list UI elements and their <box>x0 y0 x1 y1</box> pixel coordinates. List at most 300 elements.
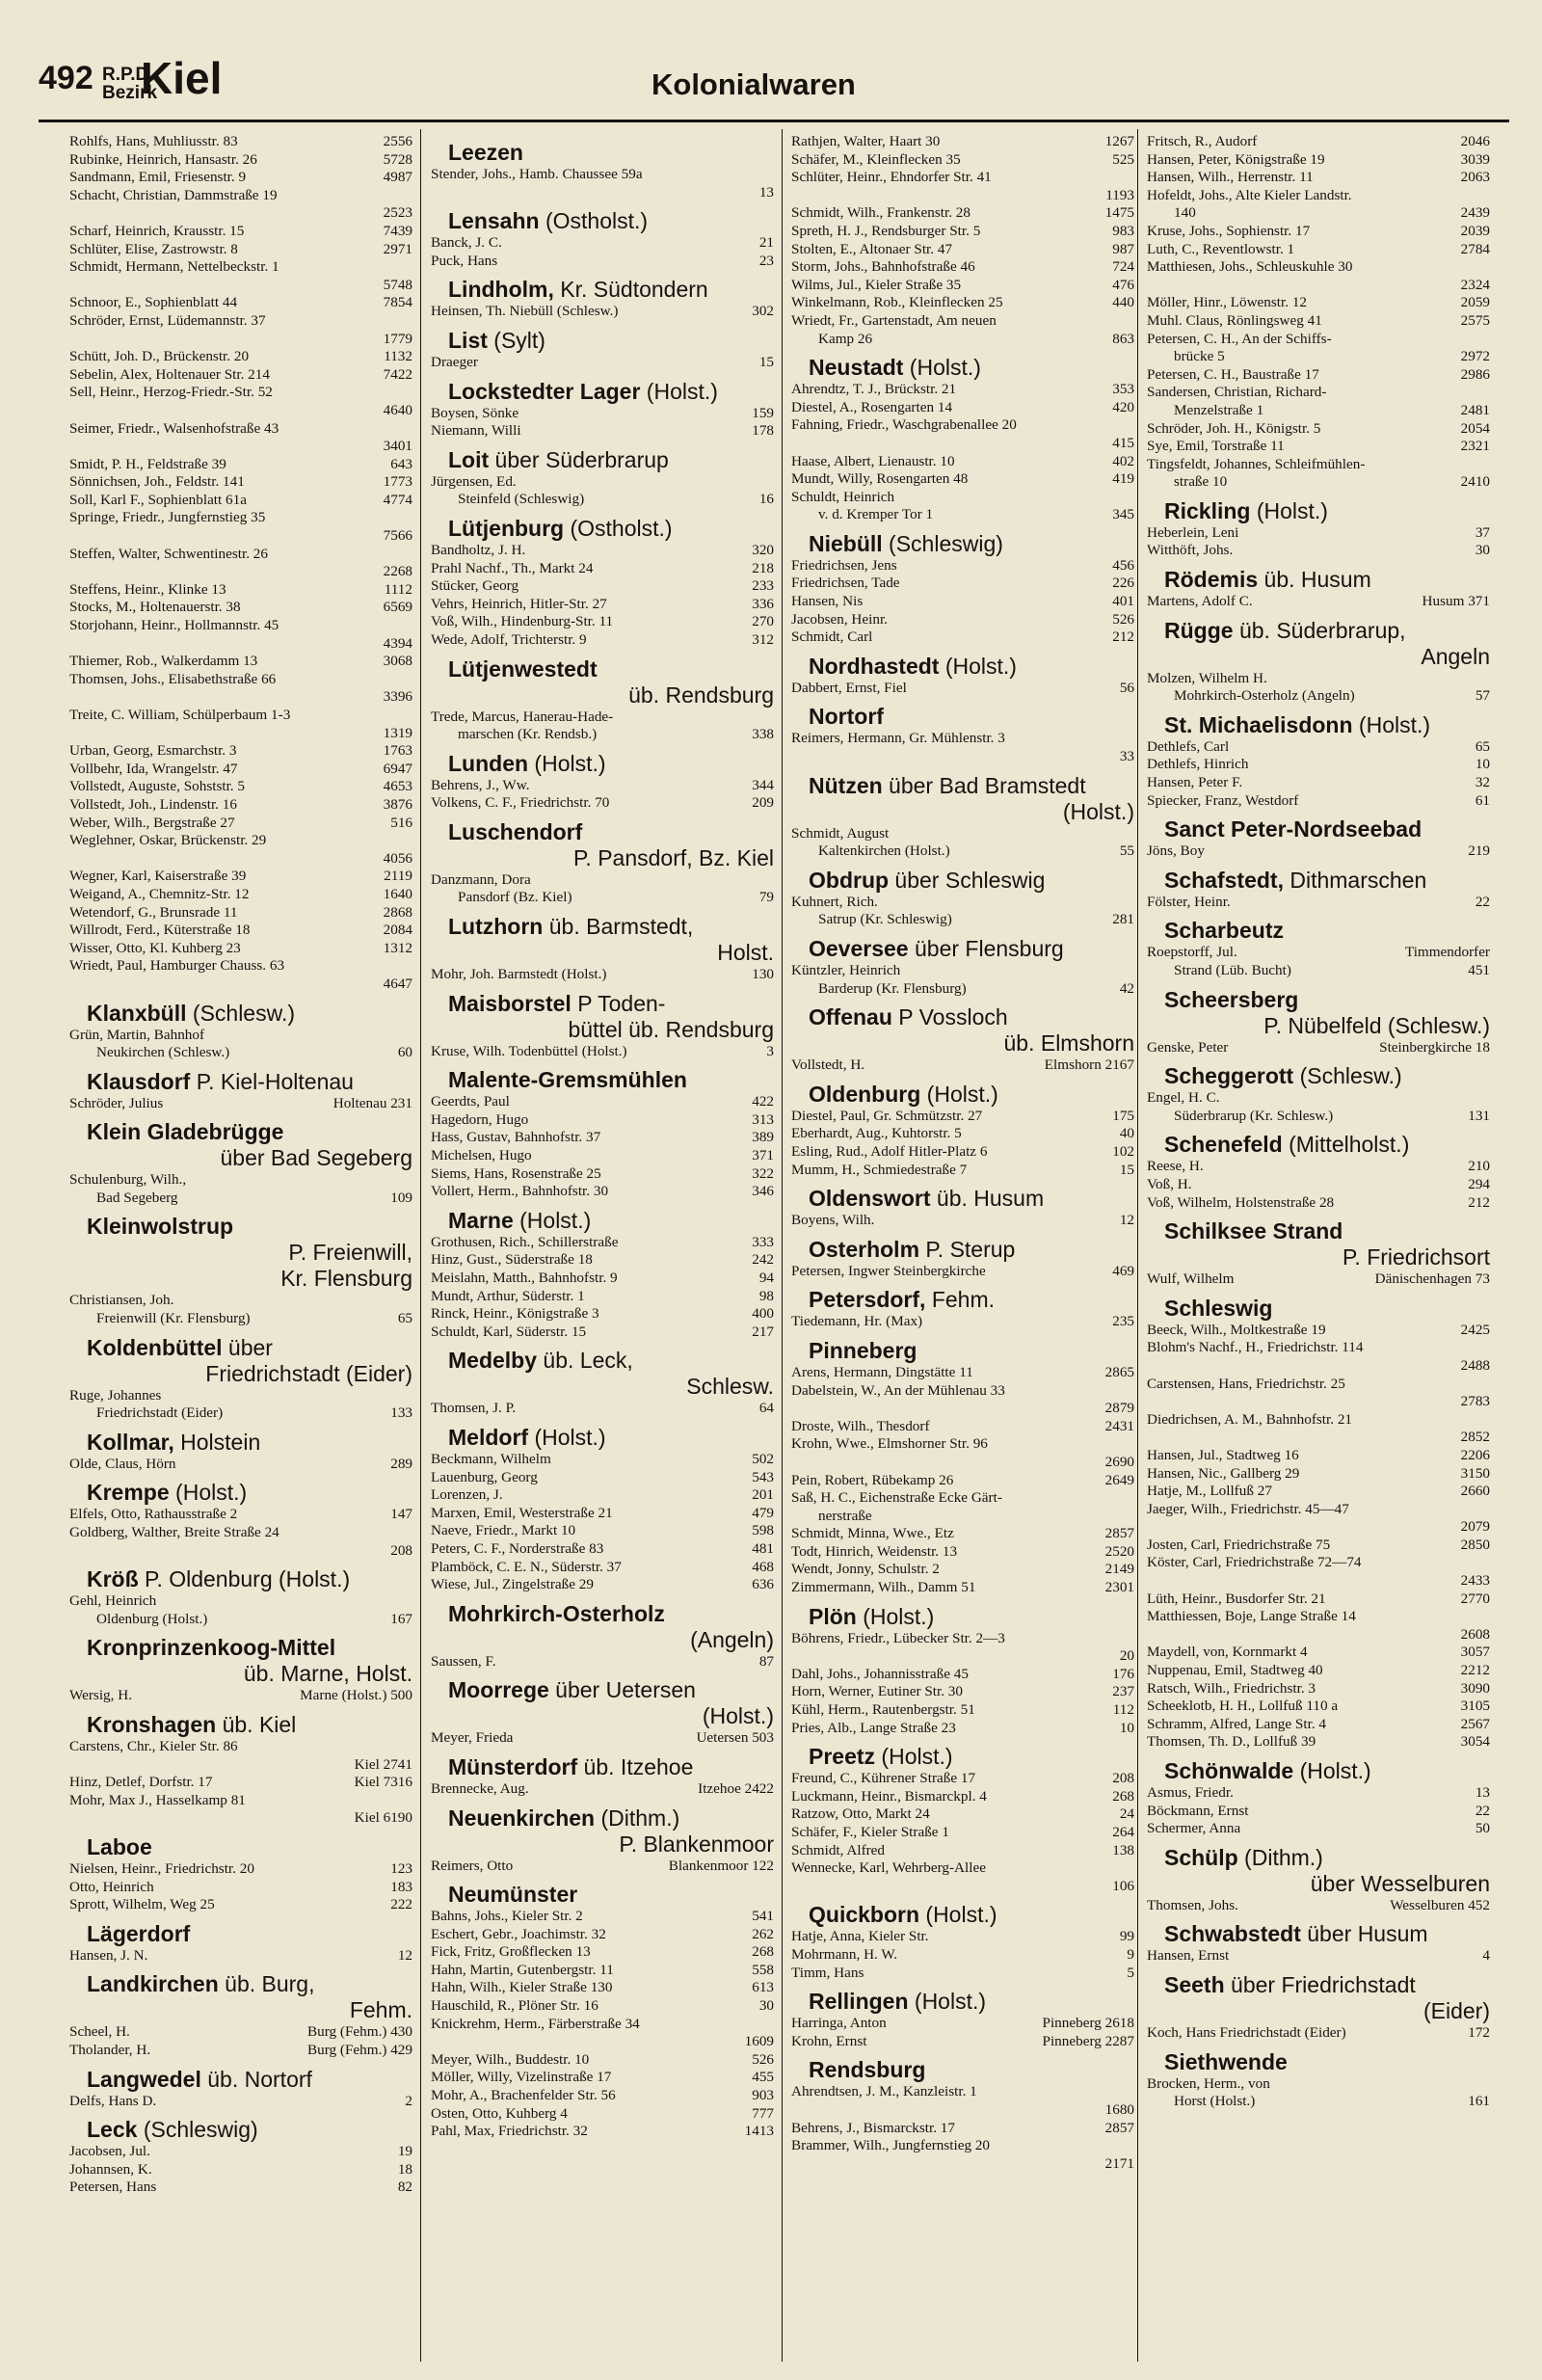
entry-name: Delfs, Hans D. <box>69 2092 157 2109</box>
entry-name: Storjohann, Heinr., Hollmannstr. 45 <box>69 617 279 634</box>
directory-entry <box>69 707 412 725</box>
place-suffix: über <box>222 1334 273 1360</box>
place-suffix: üb. Süderbrarup, <box>1233 617 1406 643</box>
entry-phone-number: 6947 <box>383 760 412 777</box>
entry-name: Wriedt, Paul, Hamburger Chauss. 63 <box>69 957 285 975</box>
entry-name: Koch, Hans Friedrichstadt (Eider) <box>1147 2023 1346 2041</box>
entry-phone-number: Marne (Holst.) 500 <box>300 1687 412 1704</box>
directory-entry <box>791 151 1134 170</box>
directory-entry <box>1147 1108 1490 1126</box>
entry-name: Grün, Martin, Bahnhof <box>69 1026 205 1043</box>
entry-phone-number: 302 <box>752 303 774 320</box>
directory-entry <box>69 742 412 761</box>
place-name: Rügge <box>1164 617 1234 643</box>
entry-name: Josten, Carl, Friedrichstraße 75 <box>1147 1536 1331 1553</box>
entry-phone-number: 218 <box>752 559 774 576</box>
entry-phone-number: Kiel 2741 <box>354 1755 412 1773</box>
place-suffix: üb. Leck, <box>537 1348 633 1374</box>
column-4 <box>1147 133 1490 2111</box>
place-heading <box>1147 1295 1490 1322</box>
entry-name: Dabbert, Ernst, Fiel <box>791 679 907 696</box>
entry-phone-number: 2268 <box>383 563 412 580</box>
entry-phone-number: 201 <box>752 1486 774 1504</box>
entry-phone-number: 322 <box>752 1164 774 1182</box>
place-heading-continuation: (Holst.) <box>702 1703 774 1729</box>
entry-name: Nuppenau, Emil, Stadtweg 40 <box>1147 1662 1323 1679</box>
entry-phone-number: 320 <box>752 541 774 558</box>
entry-name: Zimmermann, Wilh., Damm 51 <box>791 1579 976 1596</box>
directory-entry <box>69 1687 412 1705</box>
entry-name: straße 10 <box>1174 473 1228 491</box>
entry-phone-number: 2857 <box>1104 2119 1134 2136</box>
entry-name: Volkens, C. F., Friedrichstr. 70 <box>431 794 610 812</box>
place-heading <box>69 1833 412 1860</box>
place-heading-continuation: büttel üb. Rendsburg <box>568 1016 774 1042</box>
entry-phone-number: 87 <box>758 1652 774 1670</box>
place-heading <box>431 327 774 354</box>
directory-entry <box>69 957 412 976</box>
entry-name: Mohr, Joh. Barmstedt (Holst.) <box>431 966 607 983</box>
entry-phone-number: 419 <box>1112 470 1134 488</box>
place-suffix: (Holst.) <box>903 355 981 381</box>
place-heading <box>1147 1757 1490 1784</box>
place-suffix: Kr. Südtondern <box>553 277 708 303</box>
entry-phone-number: 2079 <box>1460 1518 1490 1536</box>
directory-entry <box>791 399 1134 417</box>
entry-phone-number: 99 <box>1119 1928 1134 1945</box>
entry-name: Rathjen, Walter, Haart 30 <box>791 133 941 149</box>
place-suffix: (Holst.) <box>1293 1758 1371 1783</box>
entry-name: Goldberg, Walther, Breite Straße 24 <box>69 1524 279 1541</box>
entry-phone-number: 178 <box>752 422 774 440</box>
entry-name: Tholander, H. <box>69 2041 151 2058</box>
directory-entry <box>69 1774 412 1792</box>
directory-entry <box>69 2179 412 2197</box>
directory-entry <box>69 761 412 779</box>
directory-entry <box>69 2042 412 2060</box>
directory-entry <box>1147 894 1490 912</box>
place-suffix: (Mittelholst.) <box>1282 1132 1410 1158</box>
entry-phone-number: 2321 <box>1460 438 1490 455</box>
directory-entry <box>791 1859 1134 1878</box>
entry-name: Schmidt, Carl <box>791 628 873 646</box>
place-heading-continuation: über Bad Segeberg <box>220 1145 412 1171</box>
entry-phone-number: 175 <box>1112 1107 1134 1124</box>
place-suffix: (Holst.) <box>939 653 1017 679</box>
entry-name: Horn, Werner, Eutiner Str. 30 <box>791 1683 963 1700</box>
entry-name: Boysen, Sönke <box>431 404 519 421</box>
directory-entry <box>431 2069 774 2087</box>
place-name: Preetz <box>809 1744 876 1770</box>
place-suffix: üb. Kiel <box>216 1712 297 1737</box>
place-name: Rickling <box>1164 497 1251 523</box>
entry-name: Scharf, Heinrich, Krausstr. 15 <box>69 222 245 239</box>
entry-name: Peters, C. F., Norderstraße 83 <box>431 1539 604 1557</box>
entry-phone-number: 2054 <box>1460 419 1490 437</box>
place-name: Neumünster <box>448 1882 578 1908</box>
place-name: Klanxbüll <box>87 1000 187 1026</box>
directory-entry <box>791 1666 1134 1684</box>
entry-phone-number: 456 <box>1112 556 1134 574</box>
entry-phone-number: 109 <box>390 1189 412 1206</box>
entry-name: Vollstedt, Auguste, Sohststr. 5 <box>69 778 245 795</box>
entry-name: Reese, H. <box>1147 1158 1204 1175</box>
entry-name: Hansen, Ernst <box>1147 1947 1230 1965</box>
entry-phone-number: 7439 <box>383 222 412 239</box>
place-name: Quickborn <box>809 1902 920 1928</box>
directory-entry <box>791 277 1134 295</box>
entry-phone-number: 131 <box>1468 1107 1490 1124</box>
entry-phone-number: 64 <box>758 1400 774 1417</box>
entry-name: Droste, Wilh., Thesdorf <box>791 1417 930 1434</box>
directory-entry <box>431 1043 774 1061</box>
directory-entry <box>431 726 774 744</box>
entry-name: Mohrmann, H. W. <box>791 1945 898 1963</box>
entry-phone-number: 2206 <box>1460 1446 1490 1463</box>
place-suffix: (Holst.) <box>920 1081 998 1107</box>
entry-name: Scheeklotb, H. H., Lollfuß 110 a <box>1147 1698 1339 1715</box>
directory-entry <box>791 2015 1134 2033</box>
entry-phone-number: 217 <box>752 1323 774 1340</box>
entry-phone-number: 2567 <box>1460 1715 1490 1732</box>
entry-phone-number: 400 <box>752 1305 774 1323</box>
entry-name: Brammer, Wilh., Jungfernstieg 20 <box>791 2137 991 2154</box>
place-suffix: P Toden- <box>571 990 666 1016</box>
place-heading <box>431 515 774 542</box>
place-heading <box>69 1970 412 1997</box>
directory-entry <box>69 169 412 187</box>
entry-phone-number: Dänischenhagen 73 <box>1374 1270 1490 1288</box>
place-heading-continuation: Angeln <box>1421 643 1490 669</box>
place-heading <box>791 530 1134 557</box>
entry-phone-number: 3396 <box>383 688 412 706</box>
directory-entry <box>431 253 774 271</box>
entry-name: Saß, H. C., Eichenstraße Ecke Gärt- <box>791 1489 1002 1507</box>
entry-phone-number: 4056 <box>383 849 412 867</box>
entry-phone-number: 219 <box>1468 842 1490 860</box>
entry-phone-number: 344 <box>752 776 774 793</box>
directory-entry <box>791 1143 1134 1162</box>
entry-phone-number: 30 <box>1475 542 1490 559</box>
directory-entry <box>431 1111 774 1130</box>
entry-name: Jacobsen, Jul. <box>69 2143 150 2160</box>
directory-entry <box>431 1165 774 1184</box>
place-name: Lütjenburg <box>448 515 565 541</box>
entry-name: Ahrendtsen, J. M., Kanzleistr. 1 <box>791 2083 977 2100</box>
directory-entry <box>69 1611 412 1629</box>
entry-phone-number: 40 <box>1119 1125 1134 1142</box>
entry-name: Menzelstraße 1 <box>1174 401 1264 418</box>
entry-phone-number: 13 <box>1475 1784 1490 1801</box>
place-heading <box>791 1901 1134 1928</box>
directory-entry <box>69 796 412 815</box>
entry-phone-number: Wesselburen 452 <box>1390 1896 1490 1913</box>
place-heading <box>1147 1971 1490 1998</box>
entry-phone-number: 176 <box>1112 1665 1134 1682</box>
directory-entry <box>69 940 412 958</box>
header-rule <box>39 120 1509 122</box>
entry-name: Sandmann, Emil, Friesenstr. 9 <box>69 169 247 186</box>
directory-entry <box>1147 1501 1490 1519</box>
entry-phone-number: 598 <box>752 1522 774 1539</box>
entry-name: Hansen, Peter, Königstraße 19 <box>1147 150 1325 168</box>
entry-phone-number: 1319 <box>383 724 412 741</box>
entry-name: Heinsen, Th. Niebüll (Schlesw.) <box>431 303 619 320</box>
place-heading <box>791 354 1134 381</box>
entry-name: Wetendorf, G., Brunsrade 11 <box>69 903 238 921</box>
entry-phone-number: 371 <box>752 1147 774 1164</box>
place-name: Lensahn <box>448 208 540 234</box>
entry-phone-number: 2 <box>405 2092 412 2109</box>
directory-entry <box>1147 1680 1490 1698</box>
directory-entry <box>791 1162 1134 1180</box>
entry-name: Geerdts, Paul <box>431 1093 510 1110</box>
directory-entry <box>69 1095 412 1113</box>
entry-name: Treite, C. William, Schülperbaum 1-3 <box>69 707 291 723</box>
entry-phone-number: 2119 <box>384 868 412 885</box>
entry-name: Stücker, Georg <box>431 577 519 595</box>
entry-name: Satrup (Kr. Schleswig) <box>818 911 952 928</box>
directory-entry <box>791 1435 1134 1454</box>
entry-name: Wisser, Otto, Kl. Kuhberg 23 <box>69 939 241 956</box>
entry-name: Jacobsen, Heinr. <box>791 610 888 628</box>
entry-name: Wendt, Jonny, Schulstr. 2 <box>791 1561 940 1578</box>
directory-entry <box>69 1738 412 1756</box>
directory-entry <box>791 1946 1134 1965</box>
directory-entry <box>791 1965 1134 1983</box>
entry-phone-number: 2520 <box>1104 1542 1134 1560</box>
directory-entry <box>431 542 774 560</box>
entry-phone-number: 1193 <box>1105 186 1134 203</box>
entry-name: Schäfer, F., Kieler Straße 1 <box>791 1824 949 1840</box>
entry-phone-number: 643 <box>390 455 412 472</box>
entry-name: Freund, C., Kührener Straße 17 <box>791 1770 976 1787</box>
entry-phone-number: 2301 <box>1104 1579 1134 1596</box>
directory-entry <box>431 1997 774 2016</box>
place-heading <box>431 1347 774 1374</box>
place-heading <box>69 1000 412 1027</box>
directory-entry <box>69 258 412 277</box>
entry-name: Winkelmann, Rob., Kleinflecken 25 <box>791 294 1003 311</box>
entry-name: Ruge, Johannes <box>69 1386 162 1404</box>
place-heading <box>791 1743 1134 1770</box>
place-name: Kröß <box>87 1566 139 1592</box>
directory-entry <box>69 492 412 510</box>
entry-name: Hahn, Wilh., Kieler Straße 130 <box>431 1979 613 1996</box>
directory-entry <box>431 709 774 727</box>
place-heading <box>431 1676 774 1703</box>
entry-phone-number: 233 <box>752 577 774 595</box>
entry-phone-number: 22 <box>1475 1802 1490 1819</box>
place-heading-continuation: üb. Marne, Holst. <box>243 1661 412 1687</box>
entry-phone-number: 476 <box>1112 276 1134 293</box>
entry-phone-number: 3 <box>766 1042 774 1059</box>
entry-phone-number: 4987 <box>383 169 412 186</box>
directory-entry <box>1147 204 1490 223</box>
entry-phone-number: 2575 <box>1460 311 1490 329</box>
place-name: Marne <box>448 1207 514 1233</box>
place-heading <box>69 1118 412 1145</box>
entry-name: Bandholtz, J. H. <box>431 541 526 558</box>
directory-entry <box>1147 1784 1490 1803</box>
place-suffix: Holstein <box>173 1429 261 1455</box>
place-name: Langwedel <box>87 2066 201 2092</box>
entry-name: Bahns, Johs., Kieler Str. 2 <box>431 1908 583 1925</box>
place-heading <box>431 913 774 940</box>
entry-phone-number: 7854 <box>383 294 412 311</box>
directory-entry <box>791 611 1134 629</box>
city-title: Kiel <box>141 53 223 103</box>
directory-entry <box>431 1469 774 1487</box>
entry-phone-number: 30 <box>758 1997 774 2015</box>
entry-phone-number: 2425 <box>1460 1321 1490 1338</box>
entry-name: Hauschild, R., Plöner Str. 16 <box>431 1997 598 2015</box>
entry-phone-number: 3057 <box>1460 1644 1490 1661</box>
entry-phone-number: 481 <box>752 1539 774 1557</box>
entry-phone-number: 3090 <box>1460 1679 1490 1697</box>
entry-name: Weglehner, Oskar, Brückenstr. 29 <box>69 832 267 849</box>
directory-entry <box>1147 1194 1490 1213</box>
directory-entry <box>431 1305 774 1324</box>
directory-entry <box>431 1858 774 1876</box>
place-heading <box>791 703 1134 730</box>
entry-name: Kamp 26 <box>818 330 873 347</box>
entry-phone-number: 1132 <box>384 348 412 365</box>
entry-phone-number: 9 <box>1127 1945 1134 1963</box>
directory-entry <box>791 506 1134 524</box>
place-name: Leezen <box>448 140 523 165</box>
directory-entry <box>69 2161 412 2179</box>
entry-name: Thomsen, Johs. <box>1147 1896 1238 1913</box>
directory-entry <box>431 1908 774 1926</box>
entry-name: Luth, C., Reventlowstr. 1 <box>1147 240 1295 257</box>
place-suffix: (Holst.) <box>528 1424 606 1450</box>
directory-entry <box>1147 1176 1490 1194</box>
entry-phone-number: 502 <box>752 1450 774 1467</box>
directory-entry <box>431 1251 774 1270</box>
directory-entry <box>431 1129 774 1147</box>
entry-name: Wilms, Jul., Kieler Straße 35 <box>791 276 962 293</box>
directory-entry <box>69 886 412 904</box>
place-name: Münsterdorf <box>448 1753 578 1779</box>
directory-entry <box>791 962 1134 980</box>
entry-name: Osten, Otto, Kuhberg 4 <box>431 2104 568 2122</box>
directory-entry <box>1147 1465 1490 1484</box>
place-name: Siethwende <box>1164 2048 1288 2074</box>
entry-name: Behrens, J., Bismarckstr. 17 <box>791 2119 955 2136</box>
directory-entry <box>69 1947 412 1966</box>
directory-entry <box>1147 384 1490 402</box>
directory-entry <box>1147 962 1490 980</box>
entry-phone-number: 23 <box>758 252 774 269</box>
entry-phone-number: 1609 <box>744 2033 774 2050</box>
place-suffix: (Holst.) <box>169 1480 248 1506</box>
entry-phone-number: 212 <box>1112 628 1134 646</box>
directory-entry <box>69 581 412 600</box>
place-heading <box>69 1634 412 1661</box>
entry-phone-number: 15 <box>758 353 774 370</box>
place-name: Landkirchen <box>87 1971 219 1997</box>
directory-entry <box>791 1720 1134 1738</box>
place-heading <box>69 1334 412 1361</box>
directory-entry <box>1147 258 1490 277</box>
entry-name: Rohlfs, Hans, Muhliusstr. 83 <box>69 133 238 149</box>
place-name: Petersdorf, <box>809 1287 926 1313</box>
directory-entry <box>1147 1897 1490 1915</box>
place-suffix: (Holst.) <box>513 1207 592 1233</box>
entry-phone-number: Blankenmoor 122 <box>668 1857 774 1874</box>
directory-entry <box>791 842 1134 861</box>
directory-entry <box>431 1559 774 1577</box>
entry-name: Meyer, Frieda <box>431 1729 514 1747</box>
place-suffix: P. Oldenburg (Holst.) <box>138 1566 351 1592</box>
column-2 <box>431 133 774 2141</box>
directory-entry <box>69 671 412 689</box>
place-heading <box>1147 867 1490 894</box>
directory-entry <box>791 1212 1134 1230</box>
entry-name: Dabelstein, W., An der Mühlenau 33 <box>791 1381 1005 1399</box>
entry-name: Kruse, Wilh. Todenbüttel (Holst.) <box>431 1042 627 1059</box>
entry-name: Steffen, Walter, Schwentinestr. 26 <box>69 545 268 562</box>
directory-entry <box>69 778 412 796</box>
entry-phone-number: 2481 <box>1460 401 1490 418</box>
directory-entry <box>1147 1716 1490 1734</box>
place-suffix: üb. Burg, <box>218 1971 315 1997</box>
place-heading-continuation: (Eider) <box>1422 1997 1490 2023</box>
place-suffix: (Holst.) <box>875 1744 953 1770</box>
directory-entry <box>431 596 774 614</box>
entry-phone-number: 226 <box>1112 575 1134 592</box>
place-name: Kronprinzenkoog-Mittel <box>87 1635 336 1661</box>
entry-name: Fritsch, R., Audorf <box>1147 133 1258 149</box>
place-suffix: üb. Husum <box>930 1186 1045 1212</box>
entry-phone-number: 5748 <box>383 276 412 293</box>
place-suffix: (Ostholst.) <box>564 515 673 541</box>
entry-phone-number: 1112 <box>384 580 412 598</box>
entry-name: Schramm, Alfred, Lange Str. 4 <box>1147 1715 1327 1732</box>
place-heading <box>69 2066 412 2093</box>
place-name: Kleinwolstrup <box>87 1214 234 1240</box>
entry-phone-number: 159 <box>752 404 774 421</box>
directory-entry <box>1147 241 1490 259</box>
directory-entry <box>1147 348 1490 366</box>
entry-name: Willrodt, Ferd., Küterstraße 18 <box>69 922 251 939</box>
entry-name: Matthiessen, Boje, Lange Straße 14 <box>1147 1608 1356 1625</box>
place-heading <box>431 655 774 682</box>
entry-phone-number: 2971 <box>383 240 412 257</box>
entry-name: Michelsen, Hugo <box>431 1147 532 1164</box>
entry-name: Neukirchen (Schlesw.) <box>96 1044 230 1061</box>
directory-entry <box>791 1683 1134 1701</box>
entry-name: Schulenburg, Wilh., <box>69 1171 187 1189</box>
directory-entry <box>69 2023 412 2042</box>
entry-phone-number: 2556 <box>383 133 412 149</box>
entry-name: Tingsfeldt, Johannes, Schleifmühlen- <box>1147 455 1366 472</box>
entry-phone-number: 65 <box>1475 737 1490 755</box>
entry-phone-number: 1779 <box>383 330 412 347</box>
place-heading <box>431 1424 774 1451</box>
place-name: Osterholm <box>809 1236 920 1262</box>
entry-name: Jürgensen, Ed. <box>431 472 517 490</box>
directory-entry <box>69 223 412 241</box>
entry-name: Hinz, Gust., Süderstraße 18 <box>431 1251 593 1269</box>
entry-name: Voß, Wilhelm, Holstenstraße 28 <box>1147 1193 1335 1211</box>
entry-phone-number: 24 <box>1119 1805 1134 1823</box>
directory-entry <box>431 303 774 321</box>
entry-name: Schmidt, August <box>791 824 890 842</box>
column-divider <box>782 129 783 2362</box>
entry-name: Sandersen, Christian, Richard- <box>1147 384 1327 401</box>
